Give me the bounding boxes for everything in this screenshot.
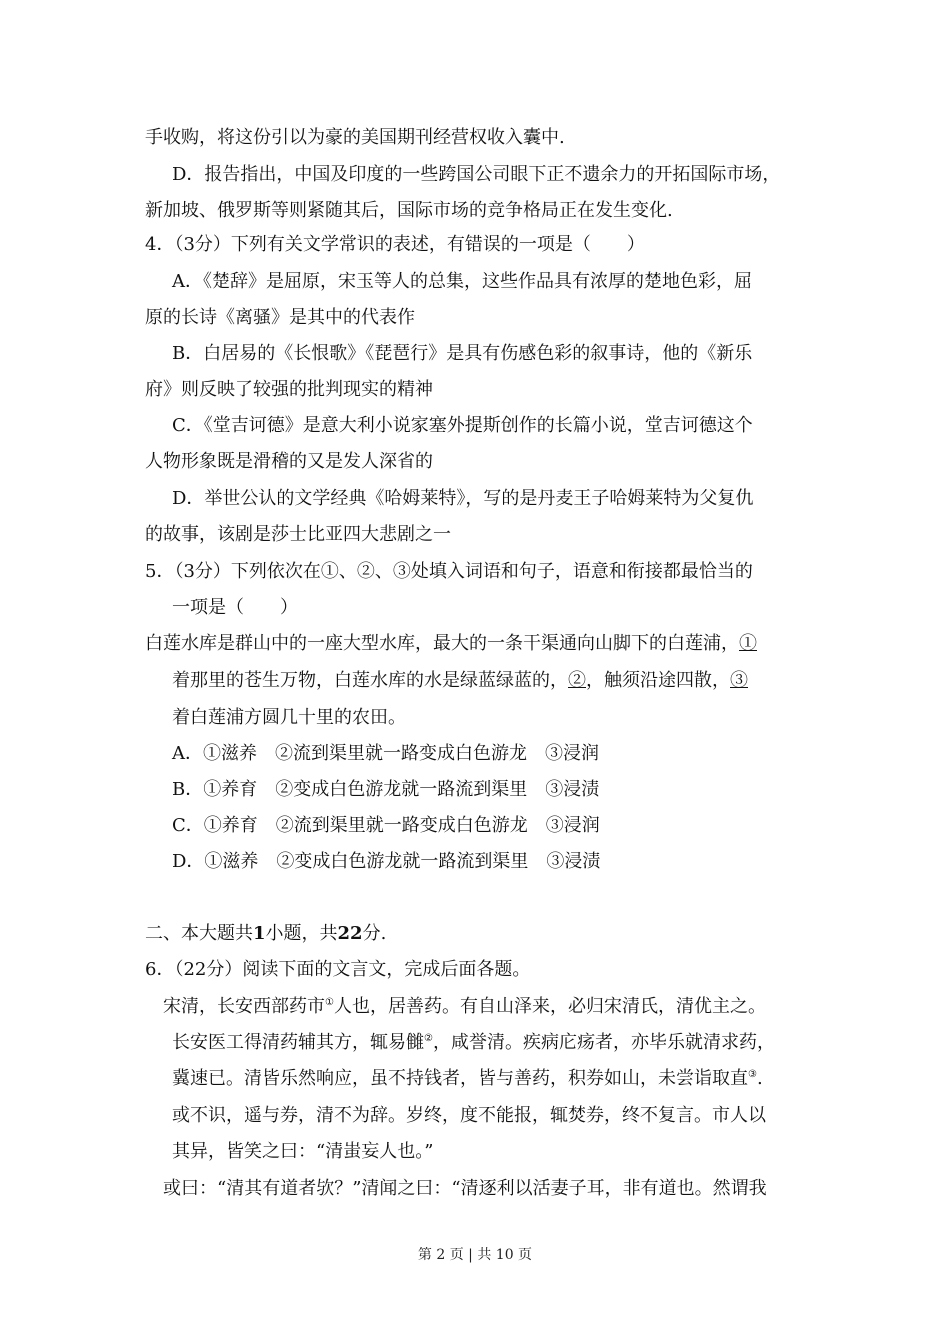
blank-2: ② [568, 670, 586, 691]
blank-3: ③ [730, 670, 748, 691]
passage-line [172, 669, 748, 693]
section-heading [145, 922, 386, 946]
passage-text: 白莲水库是群山中的一座大型水库，最大的一条干渠通向山脚下的白莲浦， [145, 633, 739, 654]
text-line: 的故事，该剧是莎士比亚四大悲剧之一 [145, 524, 451, 545]
text-line: 原的长诗《离骚》是其中的代表作 [145, 307, 415, 328]
option-a-q5: A．①滋养 ②流到渠里就一路变成白色游龙 ③浸润 [172, 743, 599, 764]
page-footer: 第 2 页 | 共 10 页 [417, 1247, 533, 1263]
text-line: 人物形象既是滑稽的又是发人深省的 [145, 451, 433, 472]
option-b-q4: B．白居易的《长恨歌》《琵琶行》是具有伤感色彩的叙事诗，他的《新乐 [172, 343, 753, 364]
classical-text: 人也，居善药。有自山泽来，必归宋清氏，清优主之。 [333, 996, 766, 1017]
heading-text: 小题，共 [265, 923, 338, 944]
classical-text: 冀速已。清皆乐然响应，虽不持钱者，皆与善药，积券如山，未尝诣取直 [172, 1068, 748, 1089]
footnote-mark: ② [424, 1033, 433, 1044]
classical-text: 宋清，长安西部药市 [163, 996, 325, 1017]
blank-1: ① [739, 633, 757, 654]
classical-text: ，咸誉清。疾病庀疡者，亦毕乐就清求药， [432, 1032, 775, 1053]
option-a-q4: A．《楚辞》是屈原，宋玉等人的总集，这些作品具有浓厚的楚地色彩，屈 [172, 271, 752, 292]
classical-text-line [172, 1031, 775, 1055]
text-line: 新加坡、俄罗斯等则紧随其后，国际市场的竞争格局正在发生变化. [145, 200, 673, 221]
heading-text: 分. [362, 923, 387, 944]
passage-line [145, 632, 757, 656]
footnote-mark: ① [325, 997, 334, 1008]
question-4-stem: 4．（3分）下列有关文学常识的表述，有错误的一项是（ ） [145, 234, 645, 255]
classical-text-line [163, 995, 766, 1019]
classical-text: . [756, 1068, 763, 1089]
text-line: 一项是（ ） [172, 597, 298, 618]
option-d-q5: D．①滋养 ②变成白色游龙就一路流到渠里 ③浸渍 [172, 851, 601, 872]
option-c-q5: C．①养育 ②流到渠里就一路变成白色游龙 ③浸润 [172, 815, 600, 836]
option-c-q4: C．《堂吉诃德》是意大利小说家塞外提斯创作的长篇小说，堂吉诃德这个 [172, 415, 753, 436]
passage-line: 着白莲浦方圆几十里的农田。 [172, 707, 406, 728]
classical-text-line: 其异，皆笑之曰：“清蚩妄人也。” [172, 1141, 434, 1162]
heading-text: 二、本大题共 [145, 923, 253, 944]
option-d-q3: D．报告指出，中国及印度的一些跨国公司眼下正不遗余力的开拓国际市场， [172, 164, 781, 185]
heading-count: 1 [253, 923, 266, 944]
question-6-stem: 6．（22分）阅读下面的文言文，完成后面各题。 [145, 959, 531, 980]
passage-text: ，触须沿途四散， [586, 670, 730, 691]
classical-text-line: 或曰：“清其有道者欤？”清闻之曰：“清逐利以活妻子耳，非有道也。然谓我 [163, 1178, 767, 1199]
classical-text-line: 或不识，遥与券，清不为辞。岁终，度不能报，辄焚券，终不复言。市人以 [172, 1105, 766, 1126]
footnote-mark: ③ [748, 1069, 757, 1080]
classical-text-line [172, 1067, 763, 1091]
option-d-q4: D．举世公认的文学经典《哈姆莱特》，写的是丹麦王子哈姆莱特为父复仇 [172, 488, 754, 509]
option-b-q5: B．①养育 ②变成白色游龙就一路流到渠里 ③浸渍 [172, 779, 600, 800]
text-line: 手收购，将这份引以为豪的美国期刊经营权收入囊中. [145, 127, 565, 148]
text-line: 府》则反映了较强的批判现实的精神 [145, 379, 433, 400]
passage-text: 着那里的苍生万物，白莲水库的水是绿蓝绿蓝的， [172, 670, 568, 691]
heading-score: 22 [337, 923, 363, 944]
question-5-stem: 5．（3分）下列依次在①、②、③处填入词语和句子，语意和衔接都最恰当的 [145, 561, 753, 582]
classical-text: 长安医工得清药辅其方，辄易雠 [172, 1032, 424, 1053]
